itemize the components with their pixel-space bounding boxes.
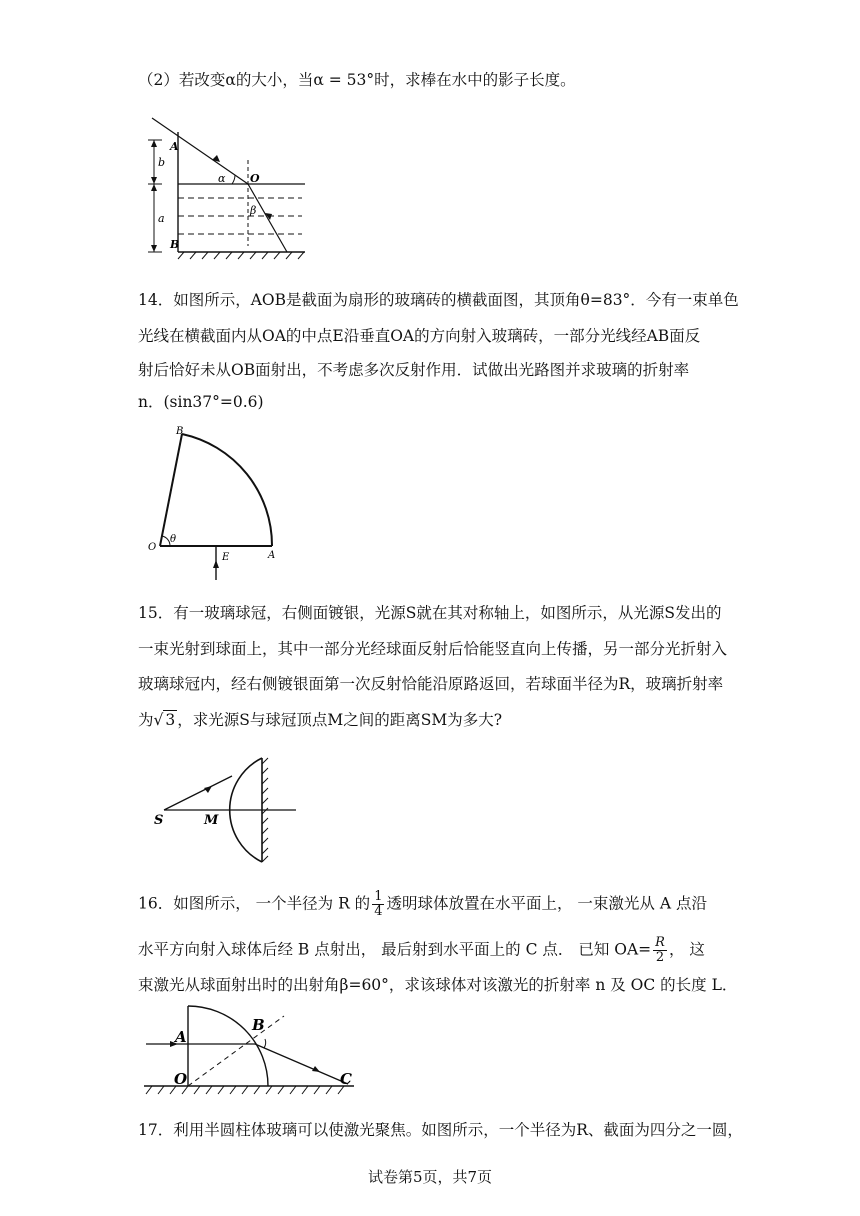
figure-16-quarter-sphere — [144, 1000, 358, 1100]
fig14-label-theta: θ — [170, 534, 177, 545]
fig13-label-O: O — [250, 172, 260, 185]
q14-line2: 光线在横截面内从OA的中点E沿垂直OA的方向射入玻璃砖，一部分光线经AB面反 — [138, 327, 701, 345]
q15-line3: 玻璃球冠内，经右侧镀银面第一次反射恰能沿原路返回，若球面半径为R，玻璃折射率 — [138, 675, 724, 693]
q16-line1-post: 透明球体放置在水平面上， 一束激光从 A 点沿 — [386, 894, 707, 913]
q16-line2-pre: 水平方向射入球体后经 B 点射出， 最后射到水平面上的 C 点． 已知 OA= — [138, 940, 652, 959]
fig16-label-B: B — [252, 1016, 265, 1034]
fig14-label-O: O — [148, 542, 157, 553]
fraction-one-quarter: $\frac{1}{4}$ — [374, 889, 383, 919]
q14-line4: n．(sin37°=0.6) — [138, 393, 264, 411]
q13-part2-text: （2）若改变α的大小，当α = 53°时，求棒在水中的影子长度。 — [138, 71, 576, 89]
sqrt-3: √ 3 — [153, 711, 176, 729]
fig13-label-beta: β — [250, 204, 257, 217]
q15-line1: 15．有一玻璃球冠，右侧面镀银，光源S就在其对称轴上，如图所示，从光源S发出的 — [138, 604, 722, 622]
q16-line1-pre: 16．如图所示， 一个半径为 R 的 — [138, 894, 371, 913]
figure-14-sector — [140, 420, 300, 585]
fig16-label-O: O — [174, 1070, 188, 1088]
q15-line4-pre: 为 — [138, 711, 154, 729]
q16-line2 — [138, 936, 705, 965]
fig14-label-B: B — [176, 426, 184, 437]
q14-line1: 14．如图所示，AOB是截面为扇形的玻璃砖的横截面图，其顶角θ=83°．今有一束单色 — [138, 291, 739, 309]
fig13-label-A: A — [170, 140, 179, 153]
q16-line3: 束激光从球面射出时的出射角β=60°，求该球体对该激光的折射率 n 及 OC 的长度 L． — [138, 976, 738, 994]
fig14-label-A: A — [268, 550, 276, 561]
q16-line2-post: ， 这 — [668, 940, 705, 959]
fig16-label-C: C — [340, 1070, 352, 1088]
fig15-label-M: M — [204, 813, 219, 828]
figure-15-glass-cap — [146, 752, 302, 864]
q15-line4 — [138, 710, 502, 730]
page-footer: 试卷第5页，共7页 — [367, 1168, 493, 1186]
fraction-r-over-2: $\frac{R}{2}$ — [655, 935, 665, 965]
fig15-label-S: S — [154, 813, 164, 828]
q17-line1: 17．利用半圆柱体玻璃可以使激光聚焦。如图所示，一个半径为R、截面为四分之一圆， — [138, 1121, 743, 1139]
fig14-label-E: E — [222, 552, 230, 563]
fig16-label-A: A — [175, 1028, 187, 1046]
q14-line3: 射后恰好未从OB面射出，不考虑多次反射作用．试做出光路图并求玻璃的折射率 — [138, 361, 690, 379]
fig13-label-B: B — [170, 238, 180, 251]
q16-line1 — [138, 890, 707, 919]
q15-line4-post: ，求光源S与球冠顶点M之间的距离SM为多大? — [177, 711, 503, 729]
figure-13-rod-shadow — [140, 110, 320, 260]
fig13-label-b: b — [158, 156, 166, 169]
q15-line2: 一束光射到球面上，其中一部分光经球面反射后恰能竖直向上传播，另一部分光折射入 — [138, 640, 728, 658]
fig13-label-a: a — [158, 212, 165, 225]
fig13-label-alpha: α — [218, 172, 226, 185]
